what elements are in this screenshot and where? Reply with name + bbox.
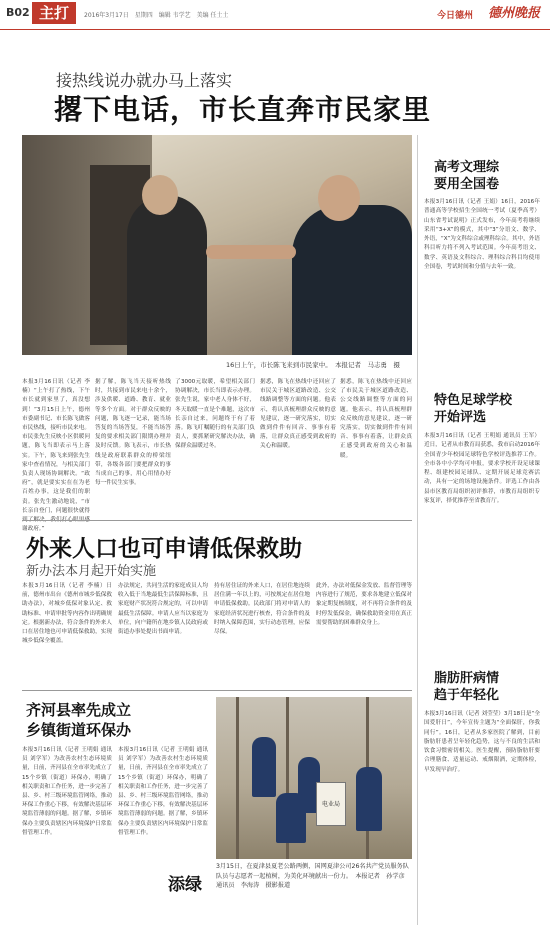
env-body-col2: 本报3月16日讯（记者 王明娟 通讯员 刘学军）为改善农村生态环境质量，日前，齐河县在全市率先成立了15个乡镇（街道）环保办，明确了相关职责和工作任务，进一步完善了县、乡、村三级环境监管网络，推动环保工作重心下移，有效解决基层环境监管薄弱的问题。据了解，乡镇环保办主要负责辖区内环境保护日常监督管理工作。 bbox=[118, 747, 208, 836]
migrant-subhead: 新办法本月起开始实施 bbox=[26, 564, 157, 579]
lead-photo-caption: 16日上午，市长陈飞来到市民家中。 本报记者 马志勇 摄 bbox=[226, 361, 401, 369]
greening-caption: 3月15日，在夏津县夏老公路两侧，国网夏津公司26名共产党员服务队队员与志愿者一起植树，为美化环境献出一份力。 本报记者 孙学彦 通讯员 李海涛 摄影报道 bbox=[216, 863, 411, 889]
migrant-col2: 办法规定，共同生活的家庭成员人均收入低于当地最低生活保障标准，且家庭财产状况符合规定的，可以申请最低生活保障。申请人应当以家庭为单位，向户籍所在地乡镇人民政府或街道办事处提出书面申请。 bbox=[118, 583, 208, 636]
env-title-line2: 乡镇街道环保办 bbox=[26, 721, 132, 739]
football-body: 本报3月16日讯（记者 王明娟 通讯员 王军）近日，记者从市教育局获悉，我市启动2016年全国青少年校园足球特色学校评选推荐工作。全市各中小学均可申报，要求学校开设足球课程、组建校园足球队、定期开展足球竞赛活动，具有一定的场地设施条件。评选工作由各县市区教育局组织初评推荐，市教育局组织专家复评，择优推荐至省教育厅。 bbox=[424, 433, 540, 505]
gaokao-body: 本报3月16日讯（记者 王娟）16日，2016年普通高等学校招生全国统一考试（夏季高考）山东省考试说明》正式发布，今年高考将继续采用“3+X”的模式，其中“3”分语文、数学、外语，“X”为文科综合或理科综合。其中，外语科目听力将不列入考试范围。今年高考语文、数学、英语及文科综合、理科综合科目均使用全国卷，考试时间和分值与去年一致。 bbox=[424, 199, 540, 271]
football-title-line1: 特色足球学校 bbox=[434, 393, 513, 408]
newspaper-logo: 德州晚报 bbox=[488, 6, 541, 21]
lead-article-col2: 据了解，陈飞当天接听热线时，共接到市民来电十余个，涉及供暖、道路、教育、就业等多个方面。对于群众反映的问题，陈飞逐一记录，能当场答复的当场答复，不能当场答复的要求相关部门限期办理并及时反馈。陈飞表示，市长热线是政府联系群众的桥梁纽带，各级各部门要把群众的事当成自己的事，用心用情办好每一件民生实事。 bbox=[95, 379, 171, 487]
greening-photo-sign: 电业局 bbox=[316, 782, 346, 826]
liver-body: 本报3月16日讯（记者 刘莹莹）3月18日是“全国爱肝日”，今年宣传主题为“全面保肝，你我同行”。16日，记者从多家医院了解到，目前脂肪肝患者呈年轻化趋势，这与不良的生活和饮食习惯密切相关。医生提醒，预防脂肪肝要合理膳食、适量运动、戒烟限酒，定期体检，早发现早治疗。 bbox=[424, 711, 540, 773]
liver-title bbox=[434, 670, 499, 704]
gaokao-title bbox=[434, 159, 499, 193]
gaokao-title-line1: 高考文理综 bbox=[434, 160, 500, 175]
football-title-line2: 开始评选 bbox=[434, 410, 487, 425]
migrant-col4: 此外，办法对低保金发放、监督管理等内容进行了规范，要求各地建立低保对象定期复核制度，对不再符合条件的及时停发低保金，确保救助资金用在真正需要帮助的困难群众身上。 bbox=[316, 583, 412, 626]
greening-label: 添绿 bbox=[168, 875, 202, 895]
gaokao-title-line2: 要用全国卷 bbox=[434, 177, 500, 192]
lead-photo bbox=[22, 135, 412, 355]
football-title bbox=[434, 392, 512, 426]
section-divider bbox=[22, 520, 412, 521]
greening-photo bbox=[216, 697, 412, 859]
env-title-line1: 齐河县率先成立 bbox=[26, 701, 132, 719]
page-number: B02 bbox=[6, 6, 30, 19]
page-header bbox=[0, 0, 550, 30]
section-badge: 主打 bbox=[32, 2, 76, 24]
lead-headline: 撂下电话，市长直奔市民家里 bbox=[54, 93, 432, 126]
liver-title-line2: 趋于年轻化 bbox=[434, 688, 500, 703]
section-divider-2 bbox=[22, 690, 412, 691]
lead-article-col5: 据悉，陈飞在热线中还回应了市民关于城区道路改造、公交线路调整等方面的问题。他表示，将认真梳理群众反映的意见建议，逐一研究落实，切实做到件件有回音、事事有着落，让群众真正感受到政府的关心和温暖。 bbox=[340, 379, 412, 459]
migrant-col1: 本报3月16日讯（记者 李楠）日前，德州市出台《德州市城乡低保救助办法》，对城乡低保对象认定、救助标准、申请审批等内容作出明确规定。根据新办法，符合条件的外来人口在居住地也可申请低保救助，实现城乡低保全覆盖。 bbox=[22, 583, 112, 645]
lead-article-col3: 了3000元取暖，希望相关部门协调解决，市长当即表示办理。张先生说，家中老人身体不好，冬天取暖一直是个难题，这次市长亲自过来，问题终于有了着落。陈飞叮嘱随行的有关部门负责人，要抓紧研究解决办法，确保群众温暖过冬。 bbox=[175, 379, 255, 450]
lead-article-col1: 本报3月16日讯（记者 李楠）“上午打了热线，下午市长就到家里了，真没想到！”3月15日上午，德州市委副书记、市长陈飞做客市民热线，接听市民来电。市民张先生反映小区供暖问题，陈飞当即表示马上落实。下午，陈飞来到张先生家中查看情况，与相关部门负责人现场协调解决。“政府”，就是要实实在在为老百姓办事，这是我们的职责。张先生激动地说，“市长亲自登门，问题很快就得 谢政府。” bbox=[22, 379, 90, 533]
env-title bbox=[26, 700, 131, 740]
issue-meta: 2016年3月17日 星期四 编辑 韦学艺 美编 任土土 bbox=[84, 12, 229, 19]
lead-kicker: 接热线说办就办马上落实 bbox=[56, 71, 233, 90]
column-divider bbox=[417, 135, 418, 925]
liver-title-line1: 脂肪肝病情 bbox=[434, 671, 500, 686]
lead-article-col4: 据悉，陈飞在热线中还回应了市民关于城区道路改造、公交线路调整等方面的问题。他表示，将认真梳理群众反映的意见建议，逐一研究落实，切实做到件件有回音、事事有着落，让群众真正感受到政府的关心和温暖。 bbox=[260, 379, 336, 450]
env-body-col1: 本报3月16日讯（记者 王明娟 通讯员 刘学军）为改善农村生态环境质量，日前，齐河县在全市率先成立了15个乡镇（街道）环保办，明确了相关职责和工作任务，进一步完善了县、乡、村三级环境监管网络，推动环保工作重心下移，有效解决基层环境监管薄弱的问题。据了解，乡镇环保办主要负责辖区内环境保护日常监督管理工作。 bbox=[22, 747, 112, 836]
migrant-col3: 持有居住证的外来人口，在居住地连续居住满一年以上的，可按规定在居住地申请低保救助。民政部门将对申请人的家庭经济状况进行核查，符合条件的及时纳入保障范围，实行动态管理，应保尽保。 bbox=[214, 583, 310, 636]
migrant-headline: 外来人口也可申请低保救助 bbox=[26, 536, 302, 562]
channel-name: 今日德州 bbox=[437, 11, 474, 21]
